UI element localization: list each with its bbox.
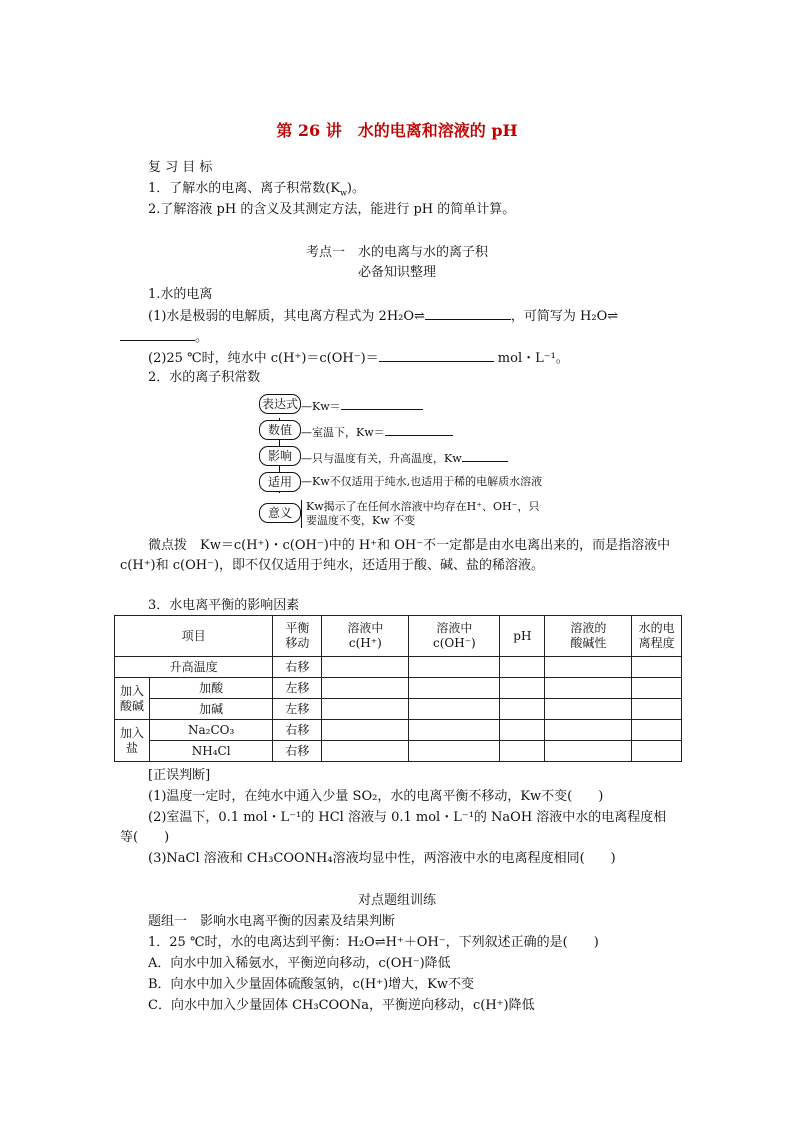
diagram-application: —Kw不仅适用于纯水,也适用于稀的电解质水溶液 xyxy=(301,475,543,488)
answer-cell[interactable] xyxy=(322,741,409,762)
row-heat: 升高温度 xyxy=(115,657,273,678)
answer-cell[interactable] xyxy=(545,720,632,741)
th-shift: 平衡 移动 xyxy=(273,616,322,657)
answer-cell[interactable] xyxy=(632,741,682,762)
answer-cell[interactable] xyxy=(500,720,545,741)
diagram-influence: —只与温度有关，升高温度，Kw xyxy=(301,449,508,466)
row-add-acid: 加酸 xyxy=(150,678,273,699)
row-na2co3: Na₂CO₃ xyxy=(150,720,273,741)
answer-cell[interactable] xyxy=(322,657,409,678)
ionization-p1: (1)水是极弱的电解质，其电离方程式为 2H₂O⇌ ，可简写为 H₂O⇌ xyxy=(148,309,619,324)
group-salt: 加入 盐 xyxy=(115,720,150,762)
answer-cell[interactable] xyxy=(409,657,500,678)
blank[interactable] xyxy=(120,328,195,341)
section-title: 考点一 水的电离与水的离子积 xyxy=(305,245,488,260)
diagram-expression: —Kw＝ xyxy=(301,397,423,414)
judge-q2-cont: 等( ) xyxy=(120,830,170,845)
judge-q3: (3)NaCl 溶液和 CH₃COONH₄溶液均显中性，两溶液中水的电离程度相同( ) xyxy=(148,851,616,866)
tip-line-2: c(H⁺)和 c(OH⁻)，即不仅仅适用于纯水，还适用于酸、碱、盐的稀溶液。 xyxy=(120,558,545,573)
answer-cell[interactable] xyxy=(500,741,545,762)
answer-cell[interactable] xyxy=(545,741,632,762)
table-row xyxy=(115,741,682,762)
blank[interactable] xyxy=(425,307,511,320)
answer-cell[interactable] xyxy=(632,699,682,720)
review-goal-1: 1．了解水的电离、离子积常数$(K_w)$。 xyxy=(148,181,365,198)
group-acid-base: 加入 酸碱 xyxy=(115,678,150,720)
box-application: 适用 xyxy=(259,472,301,492)
table-row xyxy=(115,699,682,720)
factors-heading: 3．水电离平衡的影响因素 xyxy=(148,598,300,613)
th-c-h: 溶液中 c(H⁺) xyxy=(322,616,409,657)
blank[interactable] xyxy=(341,397,423,410)
ionization-p2: (2)25 ℃时，纯水中 c(H⁺)＝c(OH⁻)＝ mol・L⁻¹。 xyxy=(148,351,569,366)
answer-cell[interactable] xyxy=(632,678,682,699)
practice-group: 题组一 影响水电离平衡的因素及结果判断 xyxy=(148,914,396,929)
practice-title: 对点题组训练 xyxy=(357,893,436,908)
judge-q1: (1)温度一定时，在纯水中通入少量 SO₂，水的电离平衡不移动，Kw不变( ) xyxy=(148,789,604,804)
table-row xyxy=(115,657,682,678)
box-value: 数值 xyxy=(259,420,301,440)
cell-shift: 右移 xyxy=(273,720,322,741)
th-acidity: 溶液的 酸碱性 xyxy=(545,616,632,657)
diagram-value: —室温下，Kw＝ xyxy=(301,423,453,440)
option-a[interactable]: A．向水中加入稀氨水，平衡逆向移动，c(OH⁻)降低 xyxy=(148,956,451,971)
blank[interactable] xyxy=(379,349,494,362)
answer-cell[interactable] xyxy=(545,699,632,720)
judge-heading: [正误判断] xyxy=(148,768,211,783)
review-goal-2: 2.了解溶液 pH 的含义及其测定方法，能进行 pH 的简单计算。 xyxy=(148,202,516,217)
cell-shift: 左移 xyxy=(273,699,322,720)
answer-cell[interactable] xyxy=(322,699,409,720)
answer-cell[interactable] xyxy=(322,678,409,699)
section-subtitle: 必备知识整理 xyxy=(357,265,436,280)
th-ph: pH xyxy=(500,616,545,657)
answer-cell[interactable] xyxy=(409,678,500,699)
answer-cell[interactable] xyxy=(409,741,500,762)
th-degree: 水的电 离程度 xyxy=(632,616,682,657)
table-row xyxy=(115,720,682,741)
ionization-heading: 1.水的电离 xyxy=(148,287,213,302)
answer-cell[interactable] xyxy=(322,720,409,741)
answer-cell[interactable] xyxy=(409,699,500,720)
ion-product-heading: 2．水的离子积常数 xyxy=(148,370,261,385)
tip-line-1: 微点拨 Kw＝c(H⁺)・c(OH⁻)中的 H⁺和 OH⁻不一定都是由水电离出来的，而是指溶液中 xyxy=(148,538,671,553)
table-header-row xyxy=(115,616,682,657)
table-row xyxy=(115,678,682,699)
diagram-meaning: Kw揭示了在任何水溶液中均存在H⁺、OH⁻，只 要温度不变，Kw 不变 xyxy=(301,500,539,528)
review-heading: 复 习 目 标 xyxy=(148,160,213,175)
factors-table xyxy=(114,615,682,762)
cell-shift: 左移 xyxy=(273,678,322,699)
cell-shift: 右移 xyxy=(273,741,322,762)
box-expression: 表达式 xyxy=(259,394,301,414)
ionization-p1-cont: 。 xyxy=(120,328,208,346)
blank[interactable] xyxy=(385,423,453,436)
row-add-base: 加碱 xyxy=(150,699,273,720)
answer-cell[interactable] xyxy=(632,720,682,741)
judge-q2: (2)室温下，0.1 mol・L⁻¹的 HCl 溶液与 0.1 mol・L⁻¹的 NaOH 溶液中水的电离程度相 xyxy=(148,810,667,825)
answer-cell[interactable] xyxy=(500,657,545,678)
row-nh4cl: NH₄Cl xyxy=(150,741,273,762)
option-b[interactable]: B．向水中加入少量固体硫酸氢钠，c(H⁺)增大，Kw不变 xyxy=(148,977,475,992)
box-meaning: 意义 xyxy=(259,503,301,523)
answer-cell[interactable] xyxy=(409,720,500,741)
page-title: 第 26 讲 水的电离和溶液的 pH xyxy=(276,121,518,140)
answer-cell[interactable] xyxy=(545,657,632,678)
cell-shift: 右移 xyxy=(273,657,322,678)
answer-cell[interactable] xyxy=(500,699,545,720)
practice-q1: 1．25 ℃时，水的电离达到平衡：H₂O⇌H⁺＋OH⁻，下列叙述正确的是( ) xyxy=(148,935,599,950)
answer-cell[interactable] xyxy=(545,678,632,699)
th-c-oh: 溶液中 c(OH⁻) xyxy=(409,616,500,657)
answer-cell[interactable] xyxy=(500,678,545,699)
blank[interactable] xyxy=(462,449,508,462)
th-item: 项目 xyxy=(115,616,273,657)
box-influence: 影响 xyxy=(259,446,301,466)
answer-cell[interactable] xyxy=(632,657,682,678)
option-c[interactable]: C．向水中加入少量固体 CH₃COONa，平衡逆向移动，c(H⁺)降低 xyxy=(148,998,535,1013)
